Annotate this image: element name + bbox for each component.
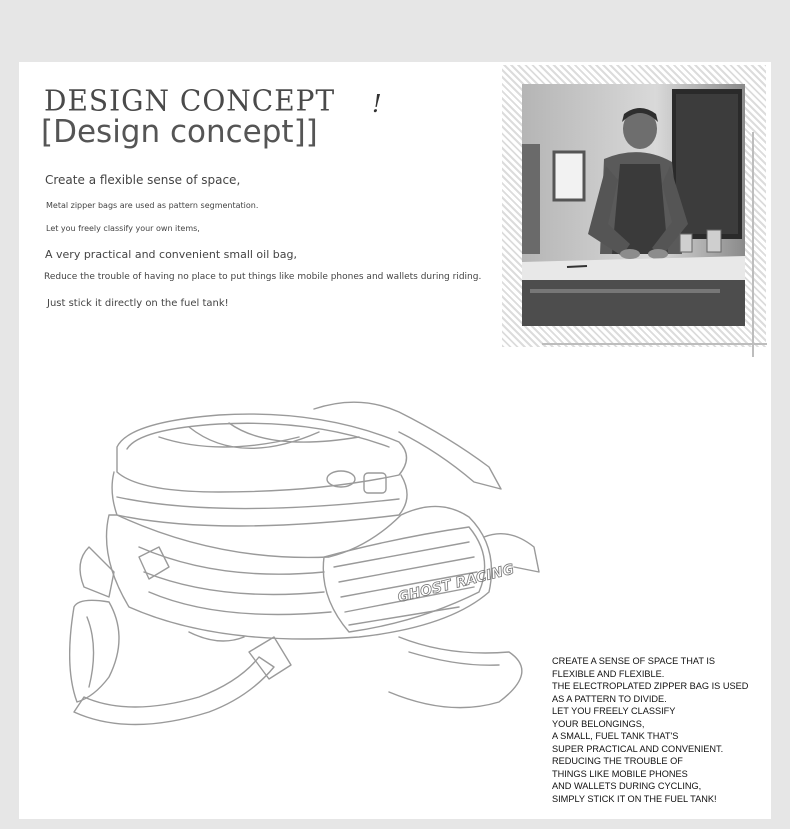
intro-line-6: Just stick it directly on the fuel tank! [47,298,229,309]
title-bracket: [Design concept]] [41,114,318,150]
caption-line-7: A SMALL, FUEL TANK THAT'S [552,731,679,741]
craftsman-illustration [522,84,745,326]
intro-line-4: A very practical and convenient small oil bag, [45,248,297,261]
caption-line-1: CREATE A SENSE OF SPACE THAT IS [552,656,716,666]
caption-line-11: AND WALLETS DURING CYCLING, [552,781,702,791]
caption-line-10: THINGS LIKE MOBILE PHONES [552,768,688,779]
english-caption-block [552,655,771,805]
caption-line-8: SUPER PRACTICAL AND CONVENIENT. [552,743,724,754]
accent-exclamation: ! [372,90,382,118]
caption-line-6: YOUR BELONGINGS, [552,718,645,729]
caption-line-12: SIMPLY STICK IT ON THE FUEL TANK! [552,793,717,804]
caption-line-5: LET YOU FREELY CLASSIFY [552,706,676,716]
tank-bag-illustration [69,397,549,727]
bag-logo-text: GHOST RACING [396,561,516,606]
caption-line-4: AS A PATTERN TO DIVIDE. [552,693,667,704]
intro-line-5: Reduce the trouble of having no place to put things like mobile phones and wallets during riding. [44,272,482,282]
accent-vertical-line [752,132,754,357]
tank-bag-sketch [69,397,549,732]
caption-line-3: THE ELECTROPLATED ZIPPER BAG IS USED [552,681,749,691]
caption-line-9: REDUCING THE TROUBLE OF [552,756,683,766]
intro-line-3: Let you freely classify your own items, [46,224,200,233]
accent-horizontal-line [542,343,767,345]
content-card [19,62,771,819]
intro-line-2: Metal zipper bags are used as pattern segmentation. [46,201,259,210]
caption-line-2: FLEXIBLE AND FLEXIBLE. [552,668,665,679]
title-serif: DESIGN CONCEPT [44,83,336,118]
craftsman-photo [522,84,745,326]
intro-line-1: Create a flexible sense of space, [45,173,241,187]
